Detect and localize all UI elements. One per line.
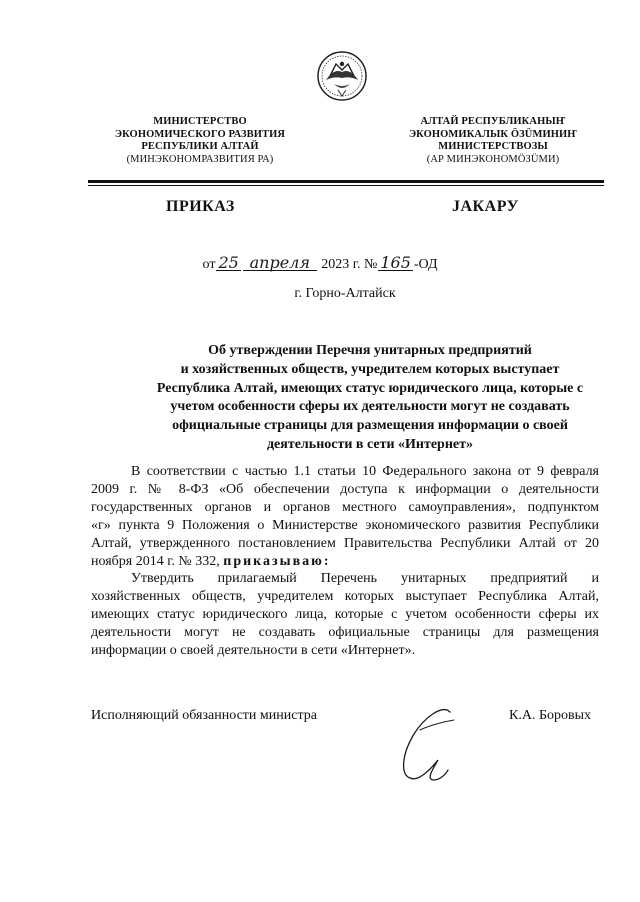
date-year: 2023 г. № [321,257,378,272]
order-title-russian: ПРИКАЗ [166,198,235,215]
header-right-line2: ЭКОНОМИКАЛЫК ÖЗÜМИНИҤ [408,128,578,140]
header-left-line2: ЭКОНОМИЧЕСКОГО РАЗВИТИЯ [114,128,286,140]
header-divider-thin [88,185,604,186]
body-line: 2009 г. № 8-ФЗ «Об обеспечении доступа к информации о деятельности [91,482,599,497]
date-day-handwritten: 25 [218,253,239,272]
body-line: имеющих статус юридического лица, которые с учетом особенности сферы их [91,607,599,622]
body-paragraph-resolution [91,570,599,660]
order-subject [100,342,640,455]
ministry-header-russian [95,116,305,166]
body-line: Алтай, утвержденного постановлением Правительства Республики Алтай от 20 [91,536,599,551]
date-prefix: от [202,257,216,272]
body-line: информации о своей деятельности в сети «Интернет». [91,643,416,658]
date-month-handwritten: апреля [243,256,317,271]
body-line-last [91,553,599,571]
subject-line: и хозяйственных обществ, учредителем которых выступает [180,361,560,377]
header-right-line3: МИНИСТЕРСТВОЗЫ [438,141,548,152]
body-line: В соответствии с частью 1.1 статьи 10 Федерального закона от 9 февраля [131,464,599,479]
body-line: «г» пункта 9 Положения о Министерстве экономического развития Республики [91,518,599,533]
body-paragraph-basis [91,463,599,571]
header-right-line1: АЛТАЙ РЕСПУБЛИКАНЫҤ [420,116,566,127]
republic-emblem-icon [316,50,368,102]
header-left-line1: МИНИСТЕРСТВО [153,116,247,127]
order-number-suffix: -ОД [413,257,438,272]
subject-line: Об утверждении Перечня унитарных предприятий [208,343,532,358]
header-divider-thick [88,180,604,183]
body-line: государственных органов и органов местного самоуправления», подпунктом [91,500,599,515]
order-number-handwritten: 165 [380,253,411,272]
header-left-line3: РЕСПУБЛИКИ АЛТАЙ [141,141,259,152]
header-right-line4: (АР МИНЭКОНОМÖЗÜМИ) [426,153,560,165]
body-line-text: ноября 2014 г. № 332, [91,554,220,569]
handwritten-signature-icon [380,700,470,790]
subject-line: официальные страницы для размещения информации о своей [172,418,568,434]
body-line: хозяйственных обществ, учредителем которых выступает Республика Алтай, [91,589,599,604]
order-date-line [0,253,640,273]
ministry-header-altai [388,116,598,166]
order-title-altai: JАКАРУ [452,198,519,215]
signatory-role: Исполняющий обязанности министра [91,708,317,723]
subject-line: учетом особенности сферы их деятельности могут не создавать [170,399,570,415]
subject-line: Республика Алтай, имеющих статус юридического лица, которые с [156,380,584,396]
body-line: деятельности могут не создавать официальные страницы для размещения [91,625,599,640]
subject-line: деятельности в сети «Интернет» [266,436,474,452]
signatory-name: К.А. Боровых [509,708,592,723]
header-left-line4: (МИНЭКОНОМРАЗВИТИЯ РА) [126,153,274,165]
body-line: Утвердить прилагаемый Перечень унитарных предприятий и [131,571,599,586]
order-city: г. Горно-Алтайск [294,286,396,301]
order-command: приказываю: [223,554,331,569]
